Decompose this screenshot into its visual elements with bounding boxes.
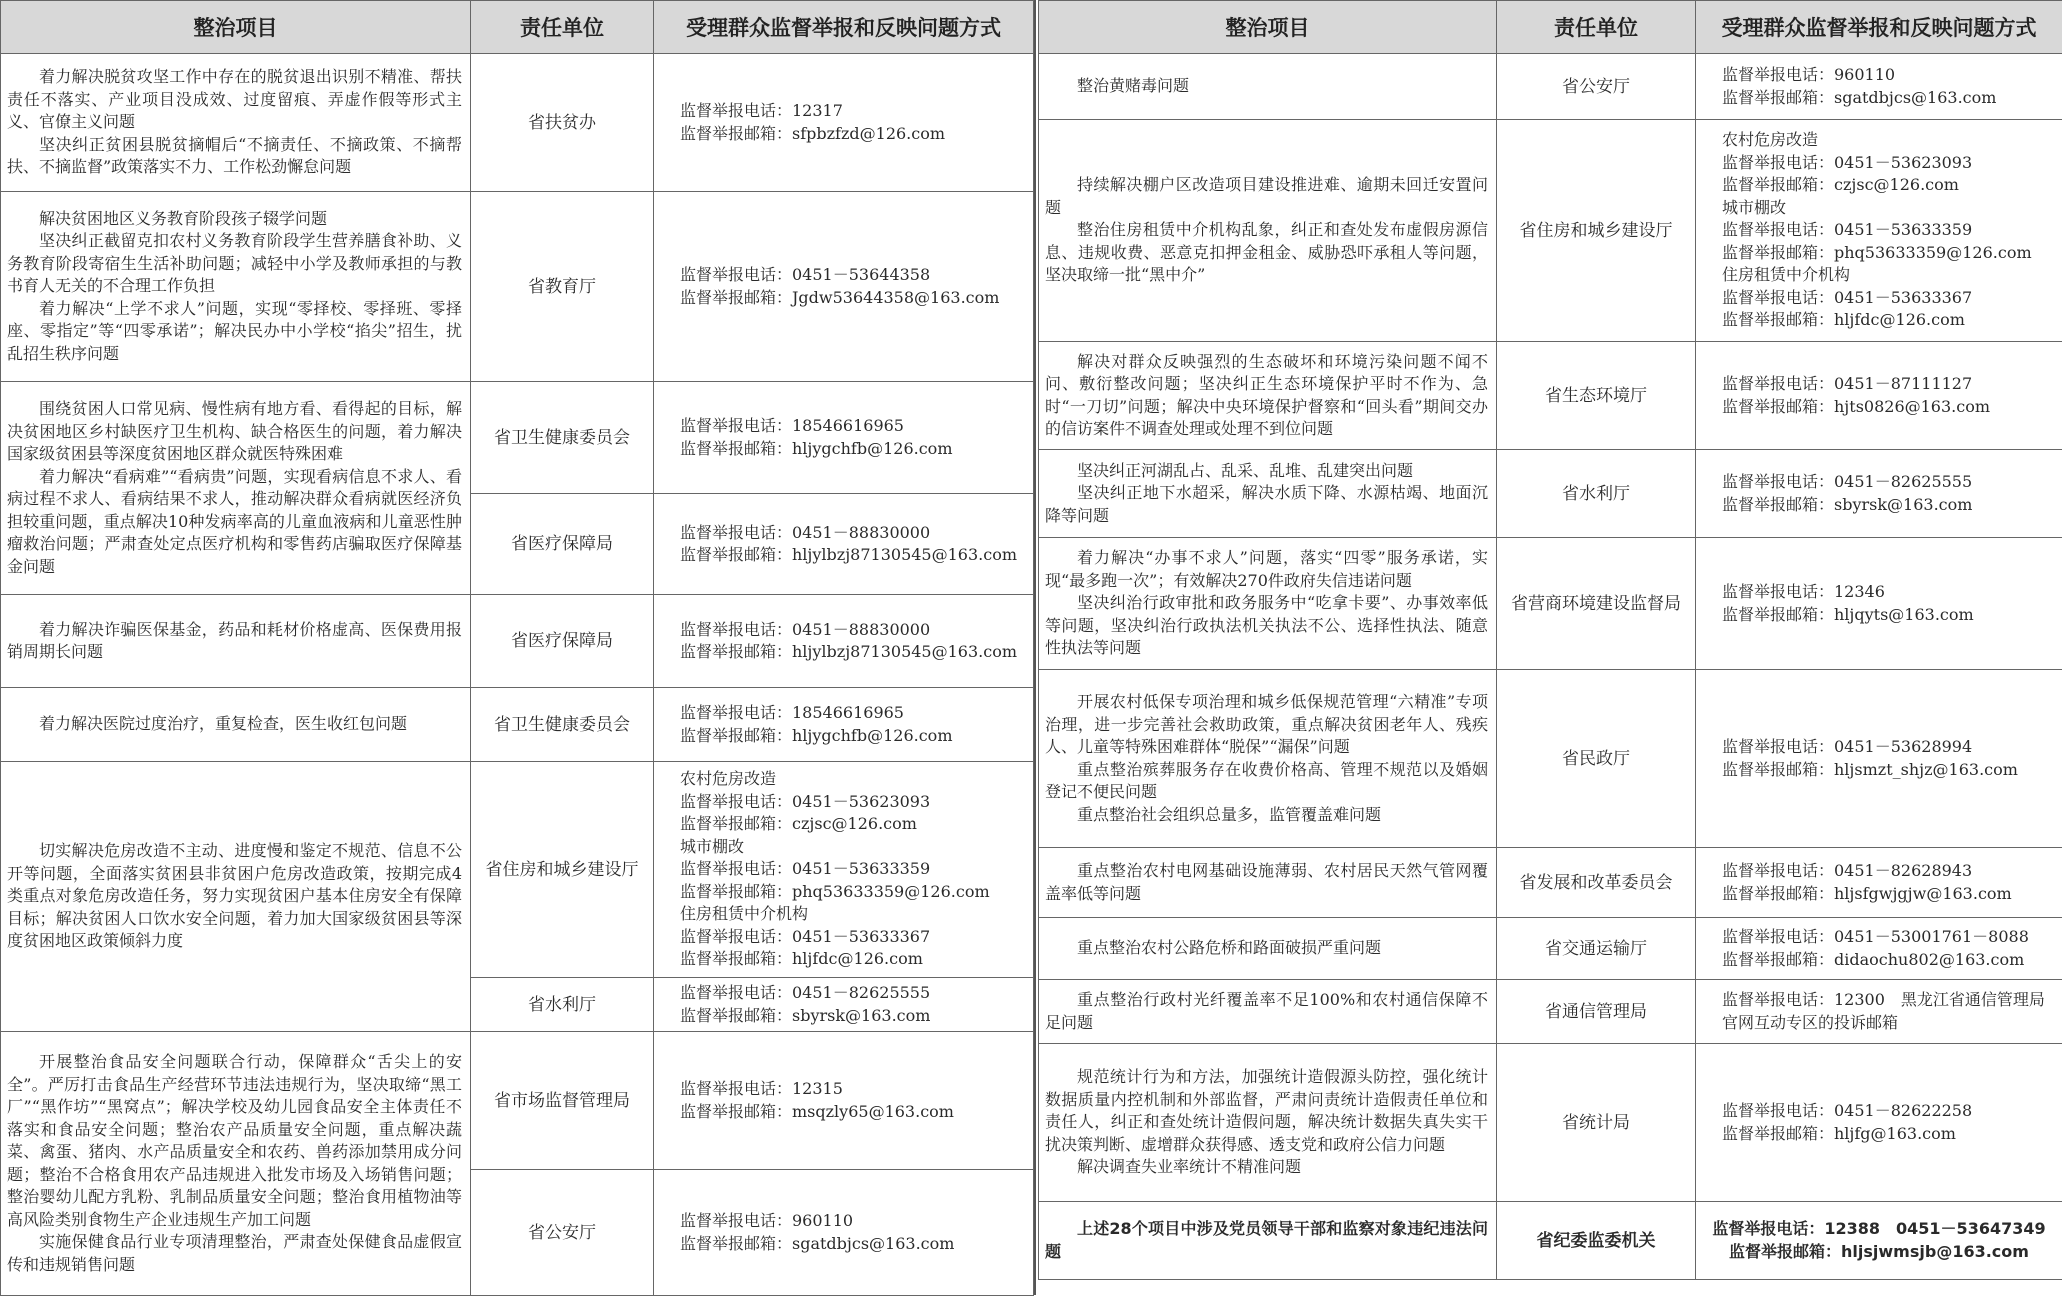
contact-cell: 监督举报电话：12315 监督举报邮箱：msqzly65@163.com	[654, 1032, 1034, 1170]
table-row	[1, 688, 1034, 762]
header-unit: 责任单位	[1497, 1, 1696, 54]
table-row	[1, 54, 1034, 192]
contact-cell: 监督举报电话：0451－53001761－8088 监督举报邮箱：didaochu802@163.com	[1696, 918, 2062, 980]
unit-cell: 省水利厅	[471, 978, 654, 1032]
header-contact: 受理群众监督举报和反映问题方式	[1696, 1, 2062, 54]
project-cell: 解决对群众反映强烈的生态破坏和环境污染问题不闻不问、敷衍整改问题；坚决纠正生态环境保护平时不作为、急时“一刀切”问题；解决中央环境保护督察和“回头看”期间交办的信访案件不调查处理或处理不到位问题	[1039, 342, 1497, 450]
table-row	[1, 595, 1034, 688]
unit-cell: 省公安厅	[1497, 54, 1696, 120]
contact-cell: 监督举报电话：960110 监督举报邮箱：sgatdbjcs@163.com	[654, 1170, 1034, 1296]
unit-cell: 省教育厅	[471, 192, 654, 382]
table-row	[1039, 120, 2062, 342]
project-cell: 规范统计行为和方法，加强统计造假源头防控，强化统计数据质量内控机制和外部监督，严肃问责统计造假责任单位和责任人，纠正和查处统计造假问题，解决统计数据失真失实干扰决策判断、虚增群众获得感、透支党和政府公信力问题 解决调查失业率统计不精准问题	[1039, 1044, 1497, 1202]
contact-cell: 监督举报电话：0451－88830000 监督举报邮箱：hljylbzj87130545@163.com	[654, 494, 1034, 595]
table-row	[1039, 670, 2062, 848]
header-project: 整治项目	[1039, 1, 1497, 54]
unit-cell: 省水利厅	[1497, 450, 1696, 538]
unit-cell: 省营商环境建设监督局	[1497, 538, 1696, 670]
table-row	[1, 192, 1034, 382]
unit-cell: 省统计局	[1497, 1044, 1696, 1202]
center-divider	[1034, 0, 1036, 1295]
project-cell: 着力解决医院过度治疗，重复检查，医生收红包问题	[1, 688, 471, 762]
unit-cell: 省住房和城乡建设厅	[1497, 120, 1696, 342]
contact-cell: 监督举报电话：12388 0451－53647349 监督举报邮箱：hljsjwmsjb@163.com	[1696, 1202, 2062, 1280]
table-row	[1039, 918, 2062, 980]
contact-cell: 监督举报电话：0451－82628943 监督举报邮箱：hljsfgwjgjw@163.com	[1696, 848, 2062, 918]
project-cell: 着力解决“办事不求人”问题，落实“四零”服务承诺，实现“最多跑一次”；有效解决270件政府失信违诺问题 坚决纠治行政审批和政务服务中“吃拿卡要”、办事效率低等问题，坚决纠治行政执法机关执法不公、选择性执法、随意性执法等问题	[1039, 538, 1497, 670]
table-row	[1, 382, 1034, 494]
table-row	[1039, 54, 2062, 120]
contact-cell: 监督举报电话：0451－87111127 监督举报邮箱：hjts0826@163.com	[1696, 342, 2062, 450]
project-cell: 整治黄赌毒问题	[1039, 54, 1497, 120]
unit-cell: 省医疗保障局	[471, 595, 654, 688]
unit-cell: 省生态环境厅	[1497, 342, 1696, 450]
unit-cell: 省民政厅	[1497, 670, 1696, 848]
header-unit: 责任单位	[471, 1, 654, 54]
table-row	[1, 1032, 1034, 1170]
contact-cell: 监督举报电话：0451－82625555 监督举报邮箱：sbyrsk@163.com	[1696, 450, 2062, 538]
header-project: 整治项目	[1, 1, 471, 54]
unit-cell: 省市场监督管理局	[471, 1032, 654, 1170]
table-row	[1039, 1202, 2062, 1280]
unit-cell: 省交通运输厅	[1497, 918, 1696, 980]
project-cell: 着力解决诈骗医保基金，药品和耗材价格虚高、医保费用报销周期长问题	[1, 595, 471, 688]
unit-cell: 省公安厅	[471, 1170, 654, 1296]
contact-cell: 监督举报电话：18546616965 监督举报邮箱：hljygchfb@126.com	[654, 382, 1034, 494]
project-cell: 解决贫困地区义务教育阶段孩子辍学问题 坚决纠正截留克扣农村义务教育阶段学生营养膳食补助、义务教育阶段寄宿生生活补助问题；减轻中小学及教师承担的与教书育人无关的不合理工作负担 着力解决“上学不求人”问题，实现“零择校、零择班、零择座、零指定”等“四零承诺”；解决民办中小学校“掐尖”招生，扰乱招生秩序问题	[1, 192, 471, 382]
unit-cell: 省发展和改革委员会	[1497, 848, 1696, 918]
project-cell: 开展整治食品安全问题联合行动，保障群众“舌尖上的安全”。严厉打击食品生产经营环节违法违规行为，坚决取缔“黑工厂”“黑作坊”“黑窝点”；解决学校及幼儿园食品安全主体责任不落实和食品安全问题；整治农产品质量安全问题，重点解决蔬菜、禽蛋、猪肉、水产品质量安全和农药、兽药添加禁用成分问题；整治不合格食用农产品违规进入批发市场及入场销售问题；整治婴幼儿配方乳粉、乳制品质量安全问题；整治食用植物油等高风险类别食物生产企业违规生产加工问题 实施保健食品行业专项清理整治，严肃查处保健食品虚假宣传和违规销售问题	[1, 1032, 471, 1296]
unit-cell: 省住房和城乡建设厅	[471, 762, 654, 978]
project-cell: 上述28个项目中涉及党员领导干部和监察对象违纪违法问题	[1039, 1202, 1497, 1280]
table-row	[1039, 1044, 2062, 1202]
table-row	[1039, 450, 2062, 538]
unit-cell: 省医疗保障局	[471, 494, 654, 595]
contact-cell: 监督举报电话：0451－82625555 监督举报邮箱：sbyrsk@163.com	[654, 978, 1034, 1032]
contact-cell: 农村危房改造 监督举报电话：0451－53623093 监督举报邮箱：czjsc@126.com 城市棚改 监督举报电话：0451－53633359 监督举报邮箱：phq53633359@126.com 住房租赁中介机构 监督举报电话：0451－53633367 监督举报邮箱：hljfdc@126.com	[654, 762, 1034, 978]
unit-cell: 省通信管理局	[1497, 980, 1696, 1044]
project-cell: 重点整治农村公路危桥和路面破损严重问题	[1039, 918, 1497, 980]
contact-cell: 农村危房改造 监督举报电话：0451－53623093 监督举报邮箱：czjsc@126.com 城市棚改 监督举报电话：0451－53633359 监督举报邮箱：phq53633359@126.com 住房租赁中介机构 监督举报电话：0451－53633367 监督举报邮箱：hljfdc@126.com	[1696, 120, 2062, 342]
unit-cell: 省纪委监委机关	[1497, 1202, 1696, 1280]
contact-cell: 监督举报电话：12317 监督举报邮箱：sfpbzfzd@126.com	[654, 54, 1034, 192]
project-cell: 围绕贫困人口常见病、慢性病有地方看、看得起的目标，解决贫困地区乡村缺医疗卫生机构、缺合格医生的问题，着力解决国家级贫困县等深度贫困地区群众就医特殊困难 着力解决“看病难”“看病贵”问题，实现看病信息不求人、看病过程不求人、看病结果不求人，推动解决群众看病就医经济负担较重问题，重点解决10种发病率高的儿童血液病和儿童恶性肿瘤救治问题；严肃查处定点医疗机构和零售药店骗取医疗保障基金问题	[1, 382, 471, 595]
header-row	[1, 1, 1034, 54]
contact-cell: 监督举报电话：0451－53644358 监督举报邮箱：Jgdw53644358@163.com	[654, 192, 1034, 382]
table-row	[1039, 848, 2062, 918]
project-cell: 切实解决危房改造不主动、进度慢和鉴定不规范、信息不公开等问题，全面落实贫困县非贫困户危房改造政策，按期完成4类重点对象危房改造任务，努力实现贫困户基本住房安全有保障目标；解决贫困人口饮水安全问题，着力加大国家级贫困县等深度贫困地区政策倾斜力度	[1, 762, 471, 1032]
right-table	[1038, 0, 2062, 1280]
right-table-panel	[1038, 0, 2062, 1280]
contact-cell: 监督举报电话：0451－53628994 监督举报邮箱：hljsmzt_shjz@163.com	[1696, 670, 2062, 848]
project-cell: 开展农村低保专项治理和城乡低保规范管理“六精准”专项治理，进一步完善社会救助政策，重点解决贫困老年人、残疾人、儿童等特殊困难群体“脱保”“漏保”问题 重点整治殡葬服务存在收费价格高、管理不规范以及婚姻登记不便民问题 重点整治社会组织总量多，监管覆盖难问题	[1039, 670, 1497, 848]
header-row	[1039, 1, 2062, 54]
contact-cell: 监督举报电话：960110 监督举报邮箱：sgatdbjcs@163.com	[1696, 54, 2062, 120]
contact-cell: 监督举报电话：0451－82622258 监督举报邮箱：hljfg@163.com	[1696, 1044, 2062, 1202]
contact-cell: 监督举报电话：12346 监督举报邮箱：hljqyts@163.com	[1696, 538, 2062, 670]
contact-cell: 监督举报电话：0451－88830000 监督举报邮箱：hljylbzj87130545@163.com	[654, 595, 1034, 688]
header-contact: 受理群众监督举报和反映问题方式	[654, 1, 1034, 54]
unit-cell: 省扶贫办	[471, 54, 654, 192]
unit-cell: 省卫生健康委员会	[471, 382, 654, 494]
project-cell: 着力解决脱贫攻坚工作中存在的脱贫退出识别不精准、帮扶责任不落实、产业项目没成效、过度留痕、弄虚作假等形式主义、官僚主义问题 坚决纠正贫困县脱贫摘帽后“不摘责任、不摘政策、不摘帮扶、不摘监督”政策落实不力、工作松劲懈怠问题	[1, 54, 471, 192]
contact-cell: 监督举报电话：18546616965 监督举报邮箱：hljygchfb@126.com	[654, 688, 1034, 762]
project-cell: 重点整治行政村光纤覆盖率不足100%和农村通信保障不足问题	[1039, 980, 1497, 1044]
table-row	[1039, 538, 2062, 670]
unit-cell: 省卫生健康委员会	[471, 688, 654, 762]
table-row	[1, 762, 1034, 978]
project-cell: 重点整治农村电网基础设施薄弱、农村居民天然气管网覆盖率低等问题	[1039, 848, 1497, 918]
table-row	[1039, 342, 2062, 450]
project-cell: 坚决纠正河湖乱占、乱采、乱堆、乱建突出问题 坚决纠正地下水超采，解决水质下降、水源枯竭、地面沉降等问题	[1039, 450, 1497, 538]
contact-cell: 监督举报电话：12300 黑龙江省通信管理局官网互动专区的投诉邮箱	[1696, 980, 2062, 1044]
table-row	[1039, 980, 2062, 1044]
project-cell: 持续解决棚户区改造项目建设推进难、逾期未回迁安置问题 整治住房租赁中介机构乱象，纠正和查处发布虚假房源信息、违规收费、恶意克扣押金租金、威胁恐吓承租人等问题，坚决取缔一批“黑中介”	[1039, 120, 1497, 342]
